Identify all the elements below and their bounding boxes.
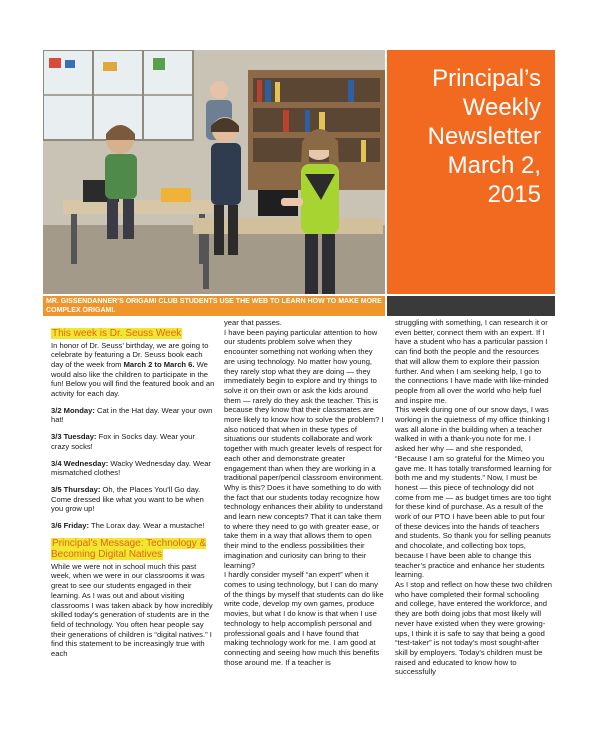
body-paragraph: While we were not in school much this past week, when we were in our classrooms it was great to see our students engaged in their learning. As I was out and about visiting classrooms I was taken aback by how incredibly skilled today’s generation of students are in the field of technology. You often hear people say their generations of children is “digital natives.” I find this statement to be increasingly true with each [51, 561, 213, 659]
body-paragraph: I hardly consider myself “an expert” when it comes to using technology, but I can do many of the things by myself that students can do like write code, develop my own games, produce movies, but what I do know is that when I use technology to help accomplish personal and professional goals and I have found that making technology work for me. I am good at connecting and seeing how much this benefits those around me. If a teacher is [224, 570, 384, 667]
title-line: March 2, [447, 152, 541, 179]
classroom-photo [43, 50, 385, 294]
title-line: 2015 [487, 181, 541, 208]
title-line: Weekly [462, 94, 541, 121]
page-bottom-fade [0, 700, 600, 730]
body-paragraph: struggling with something, I can research it or even better, connect them with an expert. If I have a student who has a particular passion I can find both the people and the resources that will allow them to explore their passion further. And when I am seeking help, I go to the connections I have made with like-minded people from all over the world who help fuel and inspire me. [395, 318, 549, 405]
body-paragraph: year that passes. [224, 318, 282, 327]
body-paragraph: I have been paying particular attention to how our students problem solve when they encounter something not working when they are using technology. No matter how young, they rarely stop what they are doing — they immediately begin to explore and try things to solve it on their own or ask the kids around them — rarely do they ask the teacher. This is because they know that their classmates are more likely to know how to solve the problem? I also noticed that when in these types of situations our students collaborate and work together with much greater levels of respect for each other and demonstrate greater engagement than when they are working in a traditional paper/pencil classroom environment. Why is this? Does it have something to do with the fact that our students today recognize how technology enhances their ability to understand and learn new concepts? That it can take them to where they need to go with greater ease, or take them in a way that allows them to open their mind to the endless possibilities their imagination and curiosity can bring to their learning? [224, 327, 384, 570]
photo-caption: MR. GISSENDANNER’S ORIGAMI CLUB STUDENTS USE THE WEB TO LEARN HOW TO MAKE MORE COMPLEX ORIGAMI. [46, 298, 382, 314]
day-item: 3/4 Wednesday: Wacky Wednesday day. Wear mismatched clothes! [51, 458, 211, 478]
section-heading-principal: Principal’s Message: Technology & Becoming Digital Natives [51, 537, 207, 561]
column-1 [51, 328, 215, 659]
caption-dark-bar [387, 296, 555, 316]
body-paragraph: As I stop and reflect on how these two children who have completed their formal schooling and college, have entered the workforce, and they are both doing jobs that most likely will never have existed when they were growing-ups, I think it is safe to say that being a good “test-taker” is not today’s most sought-after skill by employers. Today’s children must be raised and educated to know how to successfully [395, 579, 553, 677]
title-line: Principal’s [432, 65, 541, 92]
intro-paragraph: In honor of Dr. Seuss’ birthday, we are going to celebrate by featuring a Dr. Seuss book each day of the week from March 2 to March 6. We would also like the children to participate in the fun! Below you will find the featured book and an activity for each day. [51, 340, 215, 399]
title-box [387, 50, 555, 294]
day-item: 3/5 Thursday: Oh, the Places You’ll Go day. Come dressed like what you want to be when you grow up! [51, 484, 204, 514]
photo-caption-bar [43, 296, 385, 316]
day-item: 3/3 Tuesday: Fox in Socks day. Wear your crazy socks! [51, 432, 195, 451]
day-item: 3/2 Monday: Cat in the Hat day. Wear your own hat! [51, 405, 213, 425]
newsletter-title [428, 64, 541, 209]
body-paragraph: This week during one of our snow days, I was working in the quietness of my office thinking I was all alone in the building when a teacher walked in with a thank-you note for me. I asked her why — and she responded, “Because I am so grateful for the Mimeo you gave me. It has totally transformed learning for both me and my students.” Now, I must be honest — this piece of technology did not come from me — as budget times are too tight for these kind of purchase. As a result of the work of our PTO I have been able to put four of these devices into the hands of teachers and students. So thank you for selling peanuts and chocolate, and collecting box tops, because I have been able to change this teacher’s practice and enhance her students learning. [395, 405, 552, 580]
title-line: Newsletter [427, 123, 541, 150]
column-2 [224, 318, 384, 667]
section-heading-seuss: This week is Dr. Seuss Week [52, 328, 182, 339]
classroom-photo-illustration [43, 50, 385, 294]
column-3 [395, 318, 553, 677]
day-item: 3/6 Friday: The Lorax day. Wear a mustache! [51, 521, 205, 531]
